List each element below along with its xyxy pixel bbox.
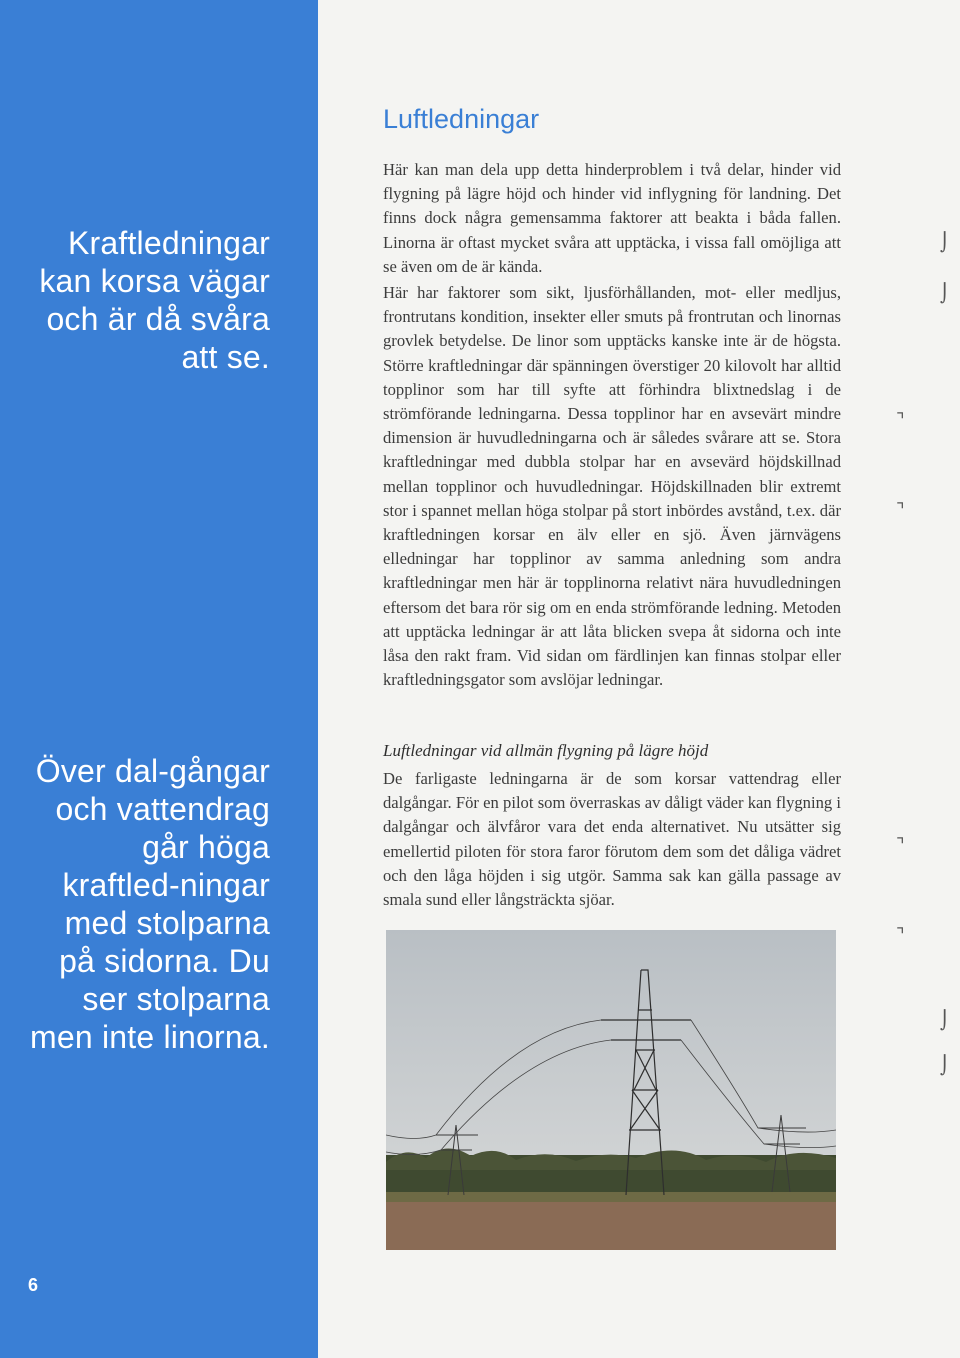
binder-hole-mark: ⌝ (896, 410, 905, 431)
factors-paragraph: Här har faktorer som sikt, ljusförhållanden, mot- eller medljus, frontrutans kondition, insekter eller smuts på frontrutan och linornas grovlek betydelse. De linor som upptäcks kanske inte är de högsta. Större kraftledningar där spänningen överstiger 20 kilovolt har alltid topplinor som har till syfte att förhindra blixtnedslag i de strömförande ledningarna. Dessa topplinor har en avsevärt mindre dimension är huvudledningarna och är således svårare att se. Stora kraftledningar med dubbla stolpar har en avsevärd höjdskillnad mellan topplinor och huvudledningar. Höjdskillnaden blir extremt stor i spannet mellan höga stolpar på stort inbördes avstånd, t.ex. där kraftledningen korsar en älv eller en sjö. Även järnvägens elledningar har topplinor av samma anledning som andra kraftledningar men här är topplinorna relativt nära huvudledningen eftersom det bara rör sig om en enda strömförande ledning. Metoden att upptäcka ledningar är att låta blicken svepa åt sidorna och inte låsa den rakt fram. Vid sidan om färdlinjen kan finnas stolpar eller kraftledningsgator som avslöjar ledningar. (383, 283, 841, 690)
field-grass (386, 1192, 836, 1202)
binder-hole-mark: ⌝ (896, 500, 905, 521)
blue-sidebar (0, 0, 318, 1358)
binder-hole-mark: ⌡ (940, 283, 950, 304)
pull-quote-roads: Kraftledningar kan korsa vägar och är då svåra att se. (39, 225, 270, 375)
binder-hole-mark: ⌡ (940, 1055, 950, 1076)
valleys-paragraph: De farligaste ledningarna är de som korsar vattendrag eller dalgångar. För en pilot som överraskas av dåligt väder kan flygning i dalgångar och älvfåror vara det enda alternativet. Nu utsätter sig emellertid piloten för stora faror förutom dem som det dåliga vädret och den låga höjden i sig utgör. Samma sak kan gälla passage av smala sund eller långsträckta sjöar. (383, 769, 841, 910)
intro-paragraph: Här kan man dela upp detta hinderproblem i två delar, hinder vid flygning på lägre höjd och hinder vid inflygning för landning. Det finns dock några gemensamma faktorer att beakta i båda fallen. Linorna är oftast mycket svåra att upptäcka, i vissa fall omöjliga att se även om de är kända. (383, 160, 841, 276)
binder-hole-mark: ⌝ (896, 835, 905, 856)
power-line-photo (386, 930, 836, 1250)
subheading-low-altitude: Luftledningar vid allmän flygning på lägre höjd (383, 741, 709, 760)
binder-hole-mark: ⌡ (940, 232, 950, 253)
section-title: Luftledningar (383, 104, 540, 134)
field (386, 1198, 836, 1250)
pull-quote-valleys: Över dal-gångar och vattendrag går höga kraftled-ningar med stolparna på sidorna. Du ser stolparna men inte linorna. (30, 753, 270, 1055)
page-number: 6 (28, 1275, 39, 1295)
binder-hole-mark: ⌡ (940, 1010, 950, 1031)
binder-hole-mark: ⌝ (896, 925, 905, 946)
